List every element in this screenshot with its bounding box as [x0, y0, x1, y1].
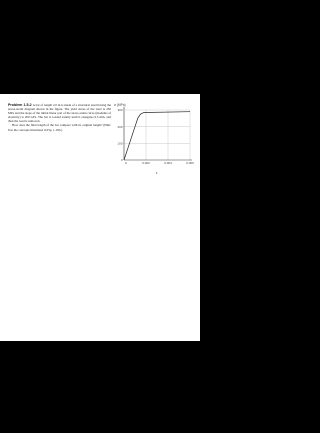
- x-tick-label: 0.004: [164, 161, 172, 165]
- problem-text: [8, 103, 111, 132]
- problem-question: How does the final length of the bar compare with its original length? (Hint: Use the concepts illustrated in Fig. 1-18b.): [8, 123, 111, 132]
- y-axis-label: σ (MPa): [114, 103, 126, 107]
- x-tick-label: 0.002: [142, 161, 150, 165]
- textbook-page: [0, 94, 200, 341]
- chart-axes: [124, 107, 192, 160]
- stress-strain-chart: [108, 102, 194, 176]
- y-tick-label: 0: [120, 158, 123, 163]
- x-tick-label: 0.006: [186, 161, 194, 165]
- x-tick-labels: [125, 161, 194, 165]
- y-tick-label: 200: [117, 124, 123, 129]
- stress-strain-curve: [124, 112, 190, 160]
- x-tick-label: 0: [125, 161, 127, 165]
- y-tick-label: 100: [117, 141, 123, 146]
- problem-body: A bar of length 2.0 m is made of a structural steel having the stress-strain diagram shown in the figure. The yield stress of the steel is 250 MPa and the slope of the initial linear part of the stress-strain curve (modulus of elasticity) is 200 GPa. The bar is loaded axially until it elongates 6.5 mm, and then the load is removed.: [8, 103, 112, 124]
- x-axis-label: ε: [156, 171, 158, 175]
- stress-strain-line: [124, 112, 190, 160]
- y-tick-labels: [117, 108, 122, 162]
- problem-heading: Problem 1.5-2: [8, 103, 32, 107]
- chart-grid: [124, 110, 190, 160]
- y-tick-label: 300: [117, 108, 123, 113]
